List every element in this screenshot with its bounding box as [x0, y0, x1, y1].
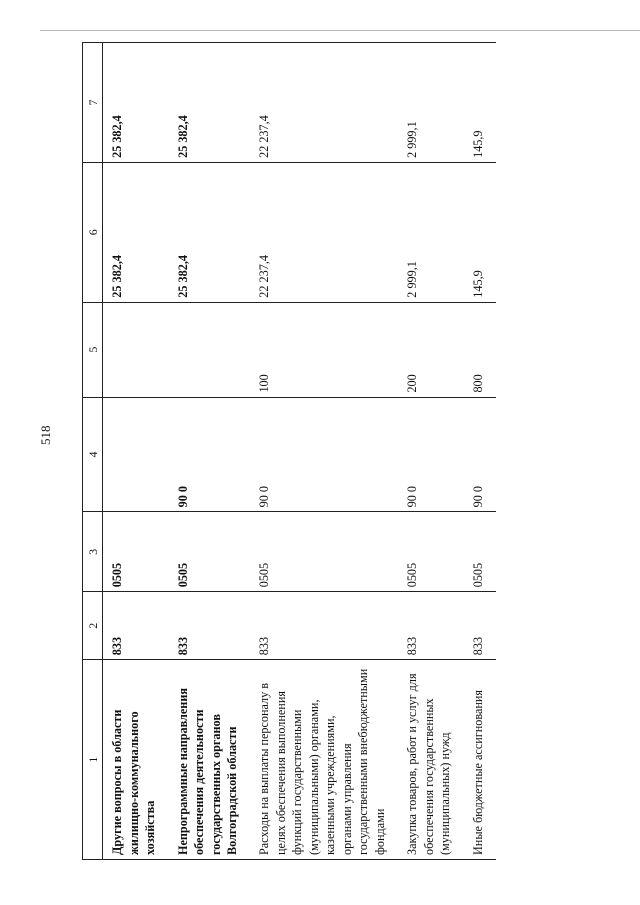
- column-header: 5: [83, 302, 103, 397]
- amount-cell: 145,9: [464, 162, 496, 302]
- column-header: 3: [83, 512, 103, 592]
- section-code-cell: 0505: [169, 512, 251, 592]
- target-article-cell: [103, 397, 169, 512]
- column-header: 2: [83, 592, 103, 660]
- column-header: 1: [83, 660, 103, 860]
- section-code-cell: 0505: [398, 512, 463, 592]
- column-header: 6: [83, 162, 103, 302]
- amount-cell: 25 382,4: [169, 162, 251, 302]
- budget-table-rotated: [82, 42, 542, 860]
- table-row: [398, 43, 463, 860]
- row-name-cell: Закупка товаров, работ и услуг для обеспечения государственных (муниципальных) нужд: [398, 660, 463, 860]
- section-code-cell: 0505: [103, 512, 169, 592]
- target-article-cell: 90 0: [398, 397, 463, 512]
- table-row: [250, 43, 398, 860]
- column-header: 7: [83, 43, 103, 163]
- row-name-cell: Непрограммные направления обеспечения деятельности государственных органов Волгоградской области: [169, 660, 251, 860]
- target-article-cell: 90 0: [250, 397, 398, 512]
- ministry-code-cell: 833: [464, 592, 496, 660]
- ministry-code-cell: 833: [169, 592, 251, 660]
- expense-type-cell: [103, 302, 169, 397]
- amount-cell: 22 237,4: [250, 162, 398, 302]
- table-row: [464, 43, 496, 860]
- table-header-row: [83, 43, 103, 860]
- amount-cell: 145,9: [464, 43, 496, 163]
- ministry-code-cell: 833: [103, 592, 169, 660]
- column-header: 4: [83, 397, 103, 512]
- header-rule: [40, 30, 640, 31]
- section-code-cell: 0505: [464, 512, 496, 592]
- amount-cell: 22 237,4: [250, 43, 398, 163]
- expense-type-cell: 100: [250, 302, 398, 397]
- row-name-cell: Иные бюджетные ассигнования: [464, 660, 496, 860]
- table-row: [169, 43, 251, 860]
- table-row: [103, 43, 169, 860]
- expense-type-cell: 200: [398, 302, 463, 397]
- ministry-code-cell: 833: [250, 592, 398, 660]
- expense-type-cell: [169, 302, 251, 397]
- amount-cell: 25 382,4: [169, 43, 251, 163]
- ministry-code-cell: 833: [398, 592, 463, 660]
- amount-cell: 2 999,1: [398, 162, 463, 302]
- target-article-cell: 90 0: [169, 397, 251, 512]
- section-code-cell: 0505: [250, 512, 398, 592]
- amount-cell: 2 999,1: [398, 43, 463, 163]
- row-name-cell: Другие вопросы в области жилищно-коммунального хозяйства: [103, 660, 169, 860]
- amount-cell: 25 382,4: [103, 43, 169, 163]
- amount-cell: 25 382,4: [103, 162, 169, 302]
- target-article-cell: 90 0: [464, 397, 496, 512]
- expense-type-cell: 800: [464, 302, 496, 397]
- page-number: 518: [38, 425, 53, 445]
- row-name-cell: Расходы на выплаты персоналу в целях обеспечения выполнения функций государственными (муниципальными) органами, казенными учреждениями, органами управления государственными внебюджетными фондами: [250, 660, 398, 860]
- budget-table: [82, 42, 496, 860]
